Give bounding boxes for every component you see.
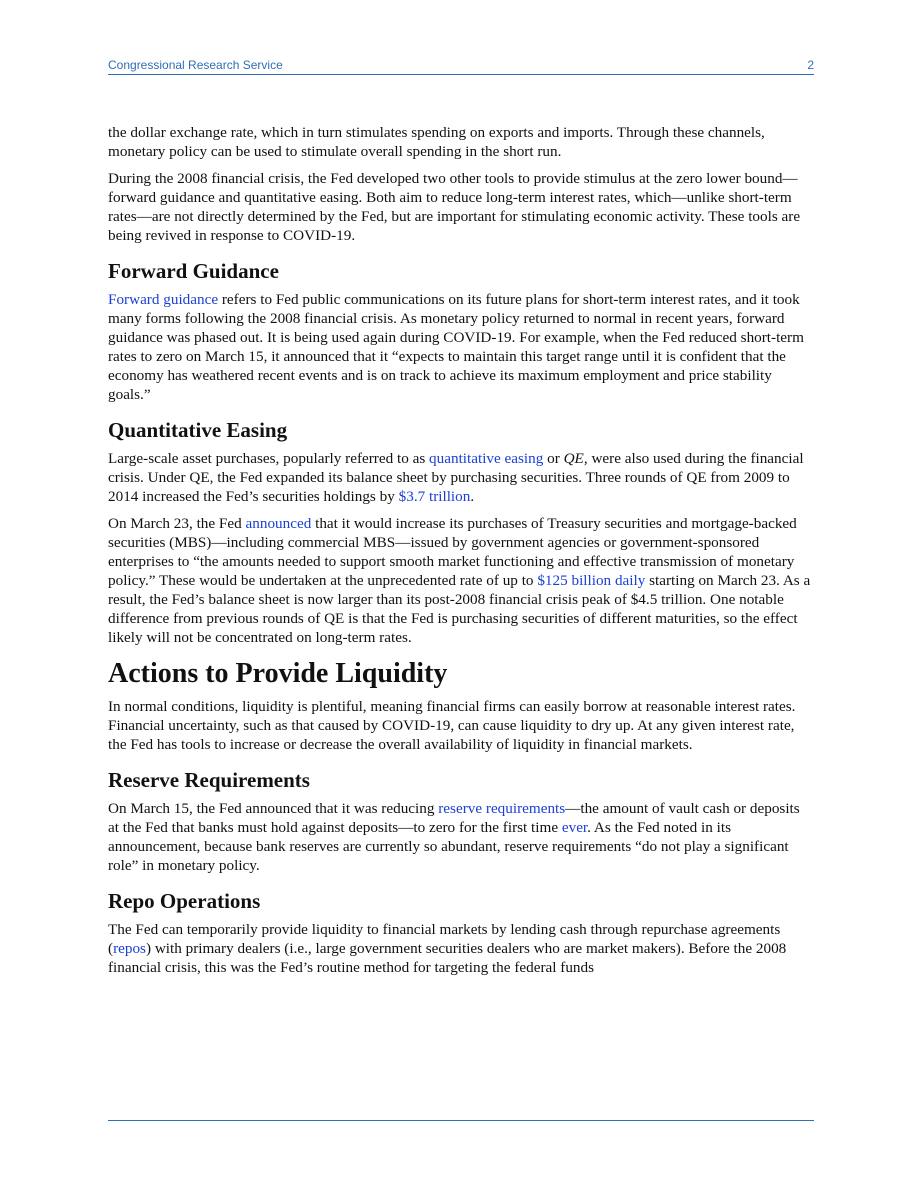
link-reserve-requirements[interactable]: reserve requirements (438, 800, 566, 817)
text-qe2-c: starting on March 23. As a result, the Fed’s balance sheet is now larger than its post-2008 financial crisis peak of $4.5 trillion. One notable difference from previous rounds of QE is that the Fed is purchasing securities of different maturities, so the effect likely will not be concentrated on long-term rates. (108, 572, 811, 646)
text-qe2-a: On March 23, the Fed (108, 515, 246, 532)
text-rr-c: . As the Fed noted in its announcement, because bank reserves are currently so abundant, reserve requirements “do not play a significant role” in monetary policy. (108, 819, 789, 874)
heading-reserve-requirements: Reserve Requirements (108, 768, 310, 792)
text-repo-a: The Fed can temporarily provide liquidity to financial markets by lending cash through repurchase agreements ( (108, 921, 781, 957)
paragraph-repo-operations (108, 920, 814, 977)
link-repos[interactable]: repos (113, 940, 146, 957)
paragraph-qe-intro (108, 449, 814, 506)
text-forward-guidance: refers to Fed public communications on its future plans for short-term interest rates, and it took many forms following the 2008 financial crisis. As monetary policy returned to normal in recent years, forward guidance was phased out. It is being used again during COVID-19. For example, when the Fed reduced short-term rates to zero on March 15, it announced that it “expects to maintain this target range until it is confident that the economy has weathered recent events and is on track to achieve its maximum employment and price stability goals.” (108, 291, 804, 403)
paragraph-zero-lower-bound: During the 2008 financial crisis, the Fed developed two other tools to provide stimulus at the zero lower bound—forward guidance and quantitative easing. Both aim to reduce long-term interest rates, which—unlike short-term rates—are not directly determined by the Fed, but are important for stimulating economic activity. These tools are being revived in response to COVID-19. (108, 170, 801, 244)
heading-forward-guidance: Forward Guidance (108, 259, 279, 283)
text-repo-b: ) with primary dealers (i.e., large government securities dealers who are market makers). Before the 2008 financial crisis, this was the Fed’s routine method for targeting the federal funds (108, 940, 787, 976)
header-publisher: Congressional Research Service (108, 58, 283, 72)
link-125-billion-daily[interactable]: $125 billion daily (537, 572, 646, 589)
link-announced[interactable]: announced (245, 515, 312, 532)
text-qe-a: Large-scale asset purchases, popularly referred to as (108, 450, 430, 467)
paragraph-reserve-requirements (108, 799, 814, 875)
paragraph-qe-march-23 (108, 514, 814, 647)
heading-repo-operations: Repo Operations (108, 889, 261, 913)
page-header (108, 58, 814, 75)
text-qe-abbr: QE (563, 450, 584, 467)
heading-actions-liquidity: Actions to Provide Liquidity (108, 658, 448, 689)
link-3-7-trillion[interactable]: $3.7 trillion (398, 488, 471, 505)
text-rr-a: On March 15, the Fed announced that it was reducing (108, 800, 439, 817)
paragraph-liquidity: In normal conditions, liquidity is plentiful, meaning financial firms can easily borrow at reasonable interest rates. Financial uncertainty, such as that caused by COVID-19, can cause liquidity to dry up. At any given interest rate, the Fed has tools to increase or decrease the overall availability of liquidity in financial markets. (108, 698, 796, 753)
text-qe2-b: that it would increase its purchases of Treasury securities and mortgage-backed securities (MBS)—including commercial MBS—issued by government agencies or government-sponsored enterprises to “the amounts needed to support smooth market functioning and effective transmission of monetary policy.” These would be undertaken at the unprecedented rate of up to (108, 515, 797, 589)
text-qe-d: . (470, 488, 475, 505)
document-body (108, 123, 814, 985)
paragraph-forward-guidance (108, 290, 814, 404)
paragraph-exchange-rate: the dollar exchange rate, which in turn stimulates spending on exports and imports. Through these channels, monetary policy can be used to stimulate overall spending in the short run. (108, 124, 765, 160)
text-qe-b: or (543, 450, 564, 467)
link-forward-guidance[interactable]: Forward guidance (108, 291, 219, 308)
text-rr-b: —the amount of vault cash or deposits at the Fed that banks must hold against deposits—to zero for the first time (108, 800, 800, 836)
footer-rule (108, 1120, 814, 1121)
page-number: 2 (807, 58, 814, 72)
text-qe-c: , were also used during the financial crisis. Under QE, the Fed expanded its balance sheet by purchasing securities. Three rounds of QE from 2009 to 2014 increased the Fed’s securities holdings by (108, 450, 804, 505)
link-quantitative-easing[interactable]: quantitative easing (429, 450, 544, 467)
link-ever[interactable]: ever (561, 819, 588, 836)
heading-quantitative-easing: Quantitative Easing (108, 418, 288, 442)
